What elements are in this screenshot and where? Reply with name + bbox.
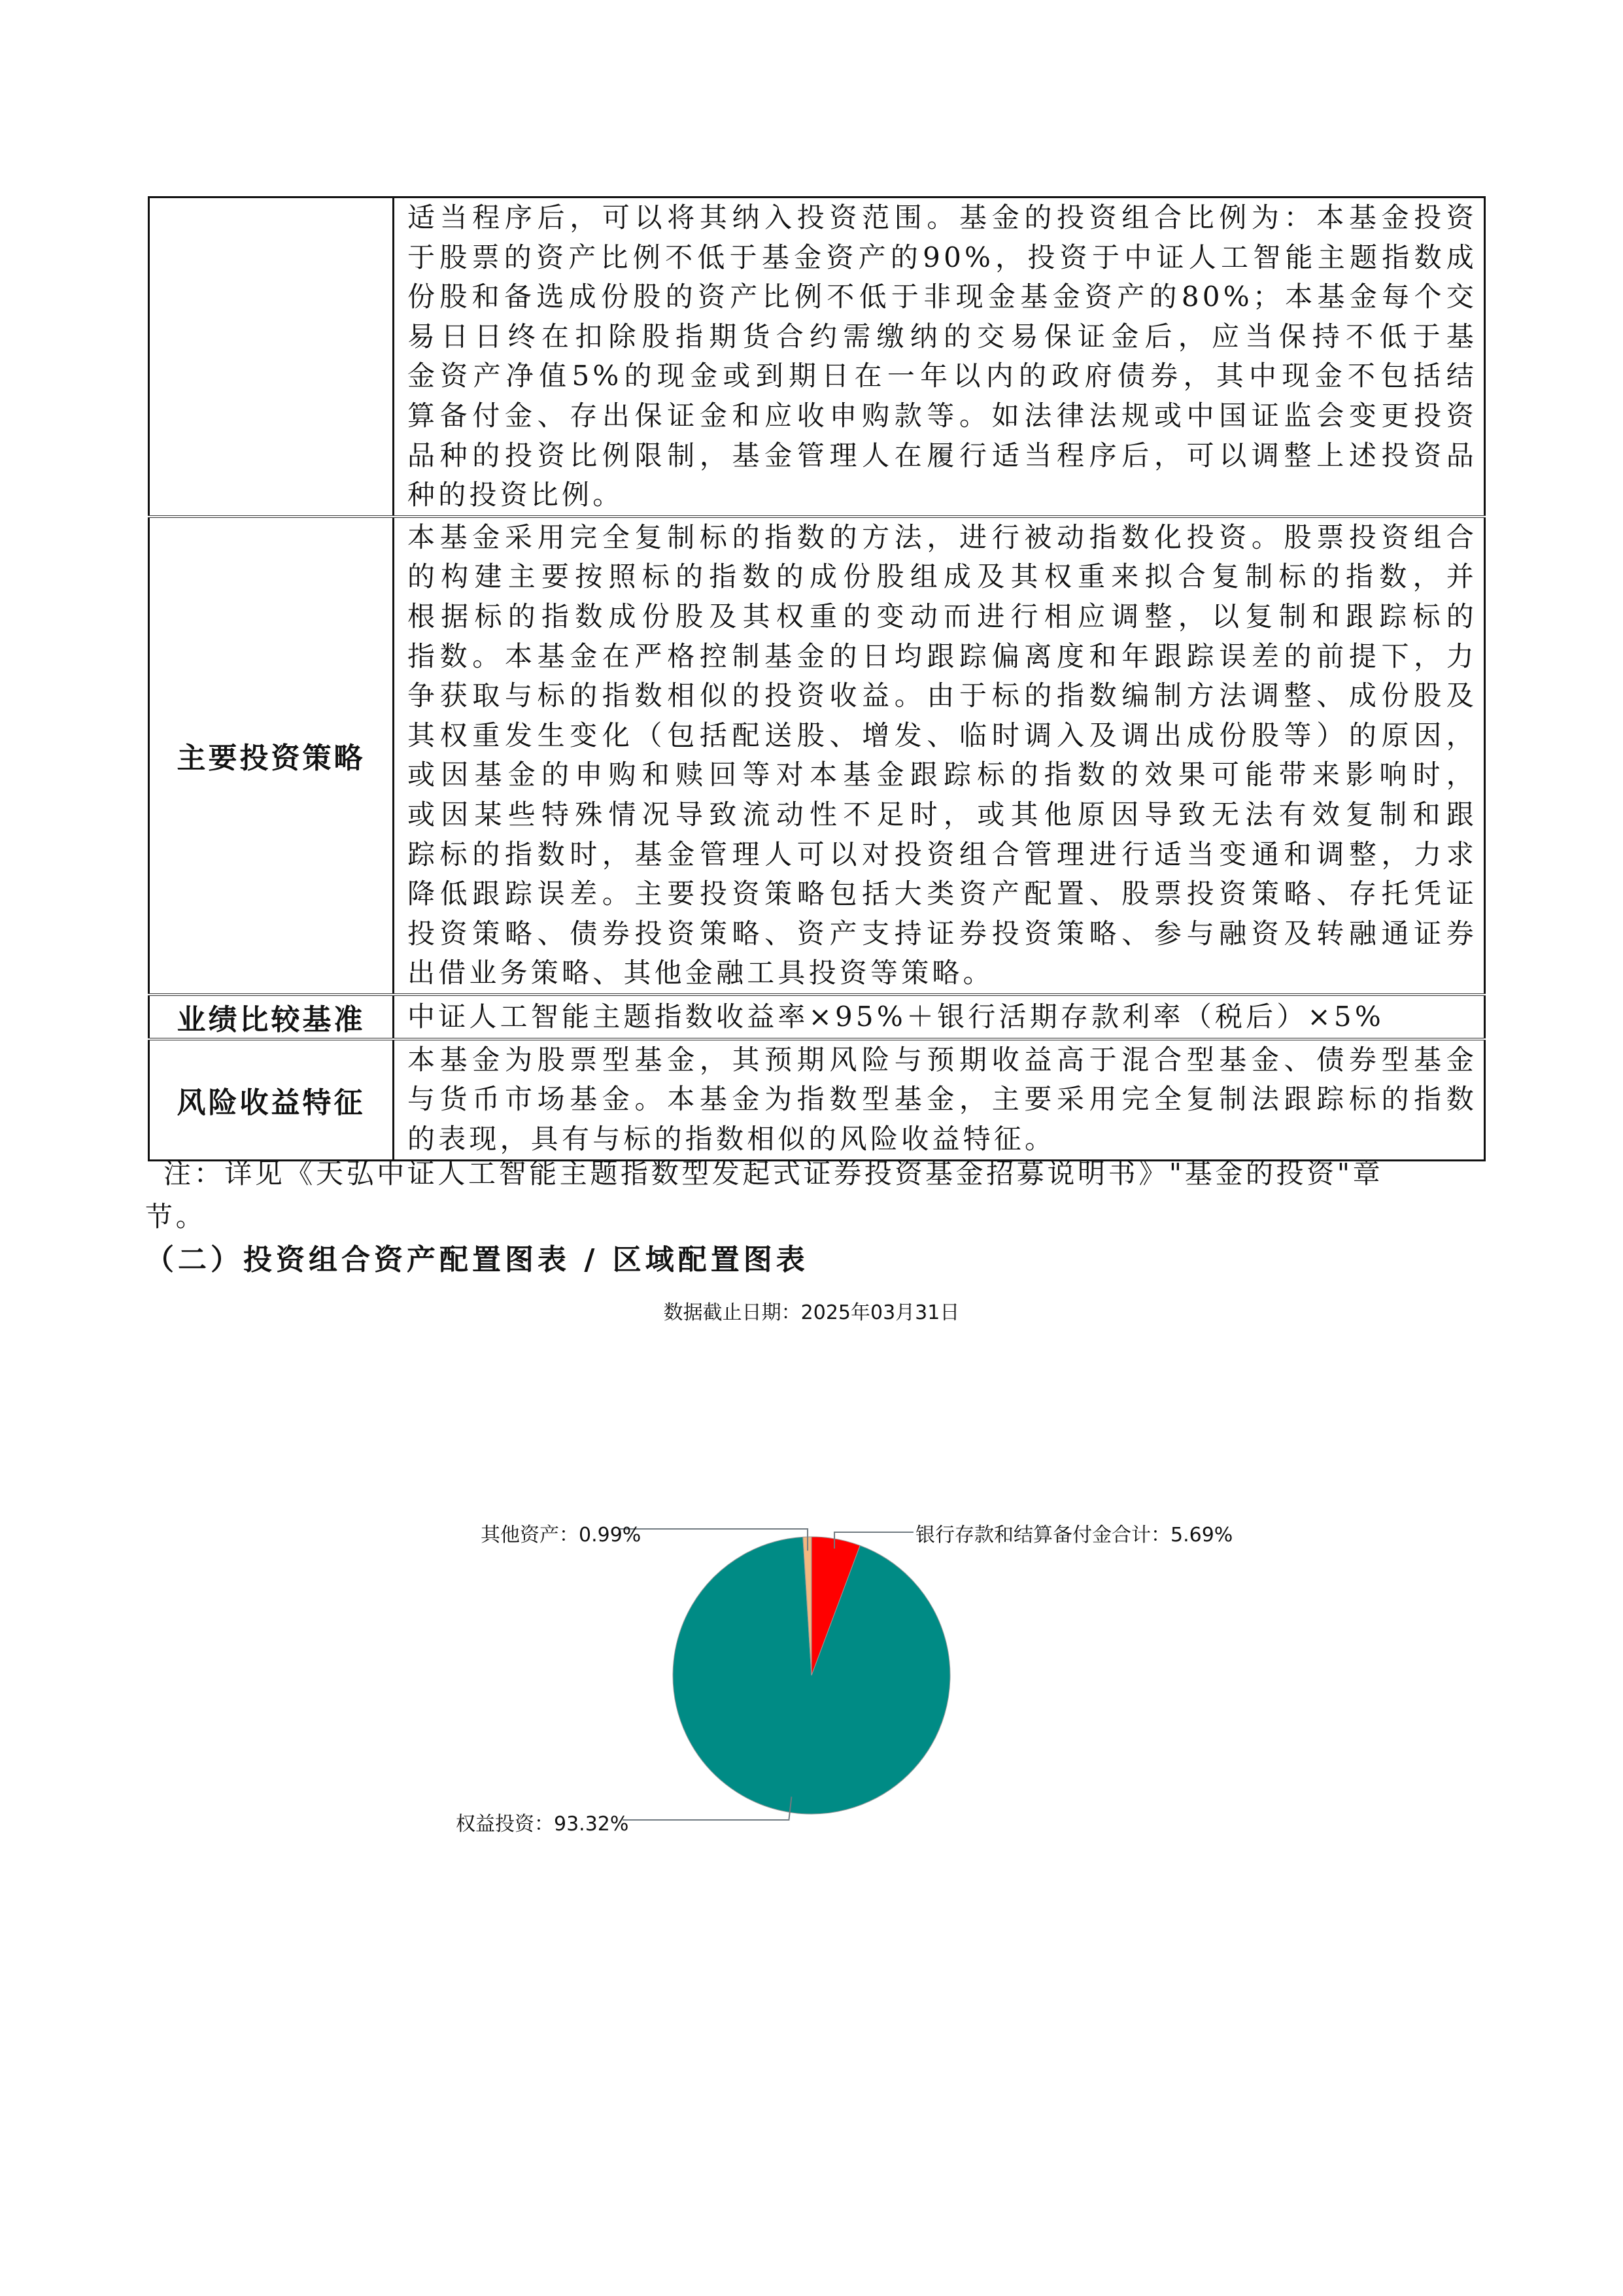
table-row-main-strategy xyxy=(149,517,1485,995)
row-value xyxy=(394,995,1485,1039)
pie-label-other-assets: 其他资产：0.99% xyxy=(481,1524,641,1547)
note-line: 节。 xyxy=(145,1201,207,1233)
text-line: 易日日终在扣除股指期货合约需缴纳的交易保证金后，应当保持不低于基 xyxy=(407,320,1477,352)
text-line: 其权重发生变化（包括配送股、增发、临时调入及调出成份股等）的原因， xyxy=(407,719,1477,751)
row-value xyxy=(394,517,1485,995)
text-line: 的表现，具有与标的指数相似的风险收益特征。 xyxy=(407,1123,1056,1156)
section-heading: （二）投资组合资产配置图表 / 区域配置图表 xyxy=(145,1243,809,1277)
table-row-risk-return xyxy=(149,1039,1485,1160)
note-line: 注：详见《天弘中证人工智能主题指数型发起式证券投资基金招募说明书》"基金的投资"章 xyxy=(163,1157,1384,1190)
row-label xyxy=(149,197,394,517)
text-line: 与货币市场基金。本基金为指数型基金，主要采用完全复制法跟踪标的指数 xyxy=(407,1083,1477,1116)
text-line: 或因基金的申购和赎回等对本基金跟踪标的指数的效果可能带来影响时， xyxy=(407,759,1477,791)
text-line: 算备付金、存出保证金和应收申购款等。如法律法规或中国证监会变更投资 xyxy=(407,399,1477,432)
row-label: 风险收益特征 xyxy=(149,1039,394,1160)
text-line: 根据标的指数成份股及其权重的变动而进行相应调整，以复制和跟踪标的 xyxy=(407,600,1477,632)
text-line: 指数。本基金在严格控制基金的日均跟踪偏离度和年跟踪误差的前提下，力 xyxy=(407,640,1477,672)
text-line: 本基金采用完全复制标的指数的方法，进行被动指数化投资。股票投资组合 xyxy=(407,521,1477,553)
row-label: 业绩比较基准 xyxy=(149,995,394,1039)
chart-title: 数据截止日期：2025年03月31日 xyxy=(663,1301,960,1324)
text-line: 投资策略、债券投资策略、资产支持证券投资策略、参与融资及转融通证券 xyxy=(407,917,1477,950)
text-line: 降低跟踪误差。主要投资策略包括大类资产配置、股票投资策略、存托凭证 xyxy=(407,878,1477,910)
row-value xyxy=(394,1039,1485,1160)
text-line: 于股票的资产比例不低于基金资产的90%，投资于中证人工智能主题指数成 xyxy=(407,241,1477,273)
text-line: 种的投资比例。 xyxy=(407,479,624,511)
table-row-investment-ratio xyxy=(149,197,1485,517)
row-label: 主要投资策略 xyxy=(149,517,394,995)
text-line: 或因某些特殊情况导致流动性不足时，或其他原因导致无法有效复制和跟 xyxy=(407,798,1477,831)
text-line: 出借业务策略、其他金融工具投资等策略。 xyxy=(407,957,994,989)
pie-label-bank-deposits: 银行存款和结算备付金合计：5.69% xyxy=(915,1524,1233,1547)
asset-allocation-pie-chart xyxy=(0,1282,1623,1870)
text-line: 争获取与标的指数相似的投资收益。由于标的指数编制方法调整、成份股及 xyxy=(407,679,1477,712)
text-line: 金资产净值5%的现金或到期日在一年以内的政府债券，其中现金不包括结 xyxy=(407,360,1477,392)
text-line: 中证人工智能主题指数收益率×95%＋银行活期存款利率（税后）×5% xyxy=(407,1000,1384,1033)
text-line: 份股和备选成份股的资产比例不低于非现金基金资产的80%；本基金每个交 xyxy=(407,281,1477,313)
text-line: 本基金为股票型基金，其预期风险与预期收益高于混合型基金、债券型基金 xyxy=(407,1043,1477,1076)
pie-label-equity: 权益投资：93.32% xyxy=(456,1813,629,1836)
text-line: 的构建主要按照标的指数的成份股组成及其权重来拟合复制标的指数，并 xyxy=(407,560,1477,593)
text-line: 品种的投资比例限制，基金管理人在履行适当程序后，可以调整上述投资品 xyxy=(407,439,1477,471)
text-line: 适当程序后，可以将其纳入投资范围。基金的投资组合比例为：本基金投资 xyxy=(407,201,1477,233)
table-note xyxy=(145,1152,1486,1239)
text-line: 踪标的指数时，基金管理人可以对投资组合管理进行适当变通和调整，力求 xyxy=(407,838,1477,870)
table-row-benchmark xyxy=(149,995,1485,1039)
row-value xyxy=(394,197,1485,517)
fund-info-table xyxy=(148,196,1486,1161)
